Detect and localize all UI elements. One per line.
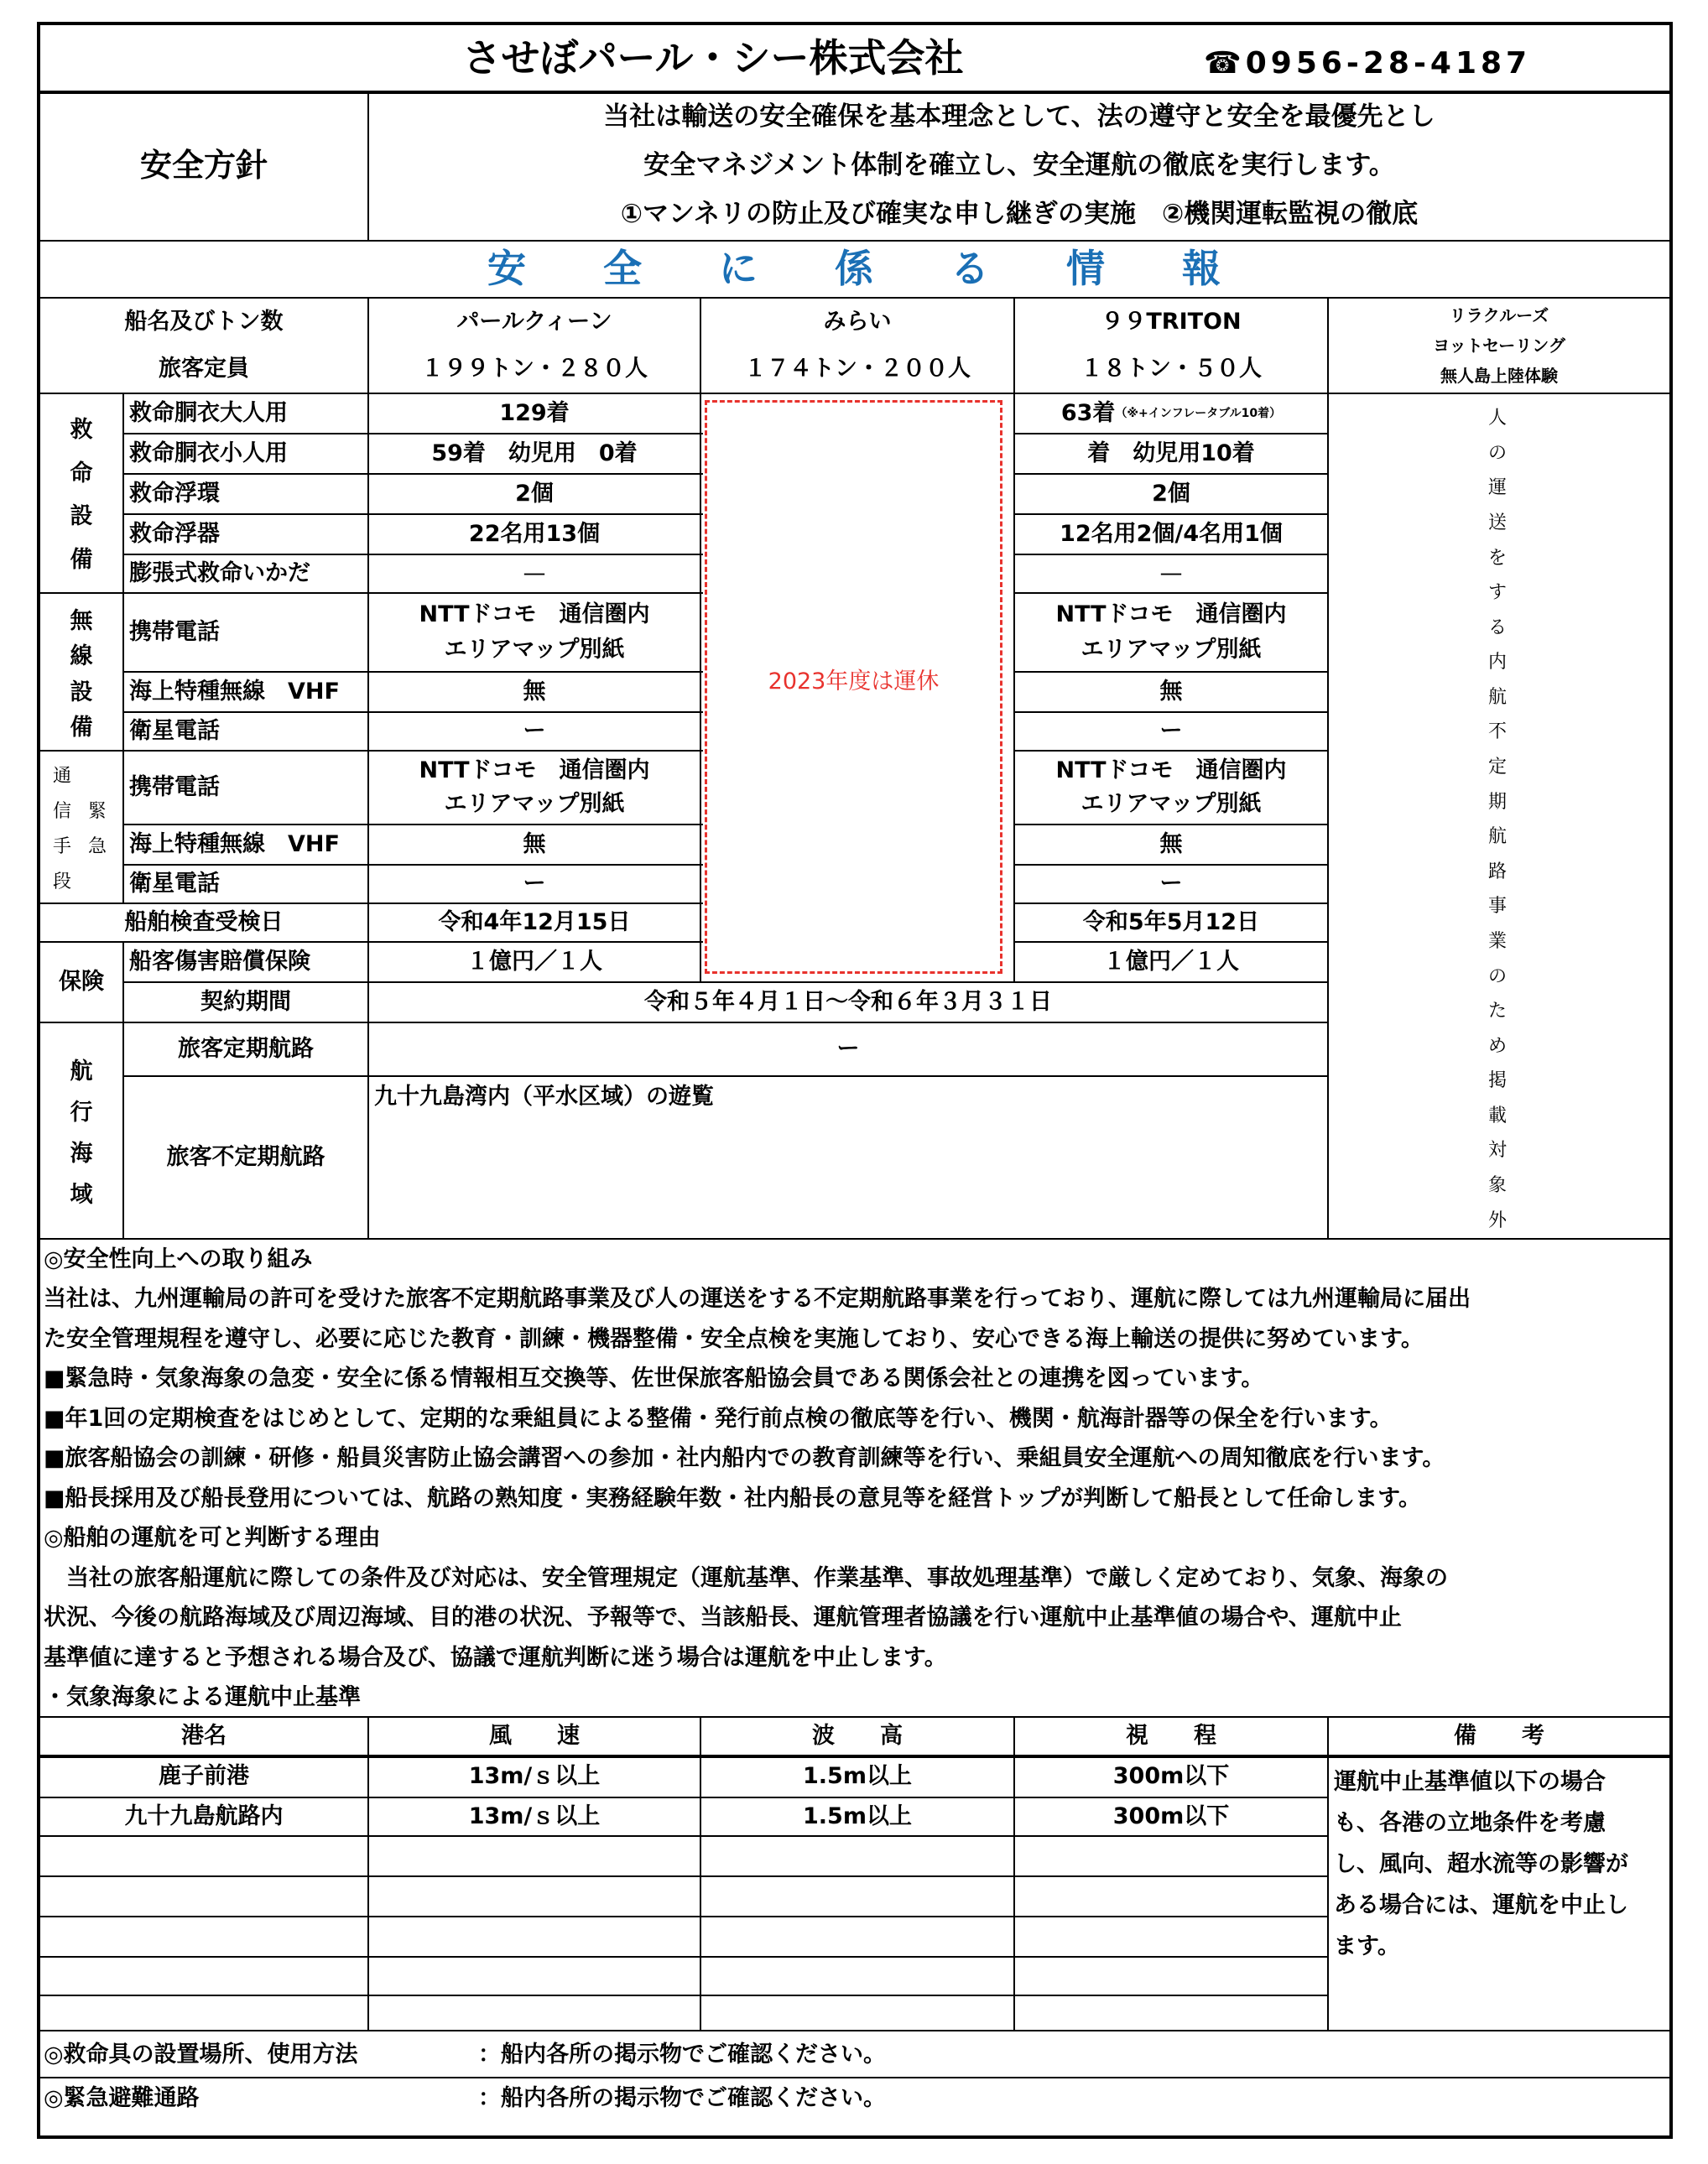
emergency-sat-label: 衛星電話 [129, 870, 220, 897]
liferaft-label: 膨張式救命いかだ [129, 559, 310, 586]
policy-line-2: 安全マネジメント体制を確立し、安全運航の徹底を実行します。 [643, 150, 1395, 181]
criteria-row-wave: 1.5m以上 [803, 1762, 912, 1789]
extra-service-note: 人 の 運 送 を す る 内 航 不 定 期 航 路 事 業 の た め 掲 載 対 象 外 [1487, 408, 1507, 1231]
ship-capacity-mirai: １７４トン・２００人 [744, 355, 971, 382]
capacity-label: 旅客定員 [159, 355, 249, 382]
radio-vhf-label: 海上特種無線 VHF [129, 678, 340, 705]
ship-capacity-triton: １８トン・５０人 [1081, 355, 1262, 382]
emergency-mobile-label: 携帯電話 [129, 773, 220, 800]
footer-equipment-label: ◎救命具の設置場所、使用方法 [44, 2042, 358, 2068]
footer-evacuation-value: ：船内各所の掲示物でご確認ください。 [478, 2085, 886, 2111]
lifejacket-adult-triton: 63着 （※+インフレータブル10着） [1060, 399, 1282, 426]
radio-sat-triton: ー [1159, 717, 1183, 744]
radio-vhf-pearl: 無 [523, 678, 546, 705]
ship-name-triton: ９９TRITON [1101, 308, 1242, 335]
lifejacket-adult-pearl: 129着 [499, 399, 570, 426]
ship-name-mirai: みらい [823, 308, 892, 335]
radio-group-label: 無 線 設 備 [70, 607, 93, 741]
safety-heading-judgement: ◎船舶の運航を可と判断する理由 [44, 1525, 381, 1551]
safety-text-line: ■旅客船協会の訓練・研修・船員災害防止協会講習への参加・社内船内での教育訓練等を行い、乗組員安全運航への周知徹底を行います。 [44, 1445, 1445, 1471]
criteria-row-visibility: 300m以下 [1112, 1762, 1230, 1789]
insurance-period-label: 契約期間 [200, 988, 291, 1015]
criteria-row-port: 九十九島航路内 [124, 1802, 284, 1829]
lifesaving-group-label: 救 命 設 備 [70, 417, 93, 573]
footer-evacuation-label: ◎緊急避難通路 [44, 2085, 200, 2111]
lifejacket-adult-label: 救命胴衣大人用 [129, 399, 288, 426]
inspection-triton: 令和5年5月12日 [1082, 908, 1260, 935]
safety-text-line: た安全管理規程を遵守し、必要に応じた教育・訓練・機器整備・安全点検を実施しており、安心できる海上輸送の提供に努めています。 [44, 1326, 1424, 1352]
safety-text-line: 当社は、九州運輸局の許可を受けた旅客不定期航路事業及び人の運送をする不定期航路事業を行っており、運航に際しては九州運輸局に届出 [44, 1286, 1471, 1312]
emergency-sat-pearl: ー [523, 870, 546, 897]
criteria-header-visibility: 視 程 [1126, 1722, 1216, 1749]
safety-text-line: 状況、今後の航路海域及び周辺海域、目的港の状況、予報等で、当該船長、運航管理者協議を行い運航中止基準値の場合や、運航中止 [44, 1605, 1402, 1631]
safety-text-line: ■船長採用及び船長登用については、航路の熟知度・実務経験年数・社内船長の意見等を経営トップが判断して船長として任命します。 [44, 1485, 1421, 1511]
criteria-heading: ・気象海象による運航中止基準 [44, 1684, 361, 1710]
safety-text-line: ■年1回の定期検査をはじめとして、定期的な乗組員による整備・発行前点検の徹底等を行い、機関・航海計器等の保全を行います。 [44, 1406, 1393, 1432]
criteria-row-wave: 1.5m以上 [803, 1802, 912, 1829]
footer-equipment-value: ：船内各所の掲示物でご確認ください。 [478, 2042, 886, 2068]
policy-line-3: ①マンネリの防止及び確実な申し継ぎの実施 ②機関運転監視の徹底 [620, 199, 1419, 230]
criteria-row-visibility: 300m以下 [1112, 1802, 1230, 1829]
criteria-header-port: 港名 [181, 1722, 227, 1749]
radio-sat-label: 衛星電話 [129, 717, 220, 744]
criteria-header-wind: 風 速 [489, 1722, 580, 1749]
radio-mobile-pearl: NTTドコモ 通信圏内 エリアマップ別紙 [419, 601, 650, 663]
route-group-label: 航 行 海 域 [70, 1059, 93, 1208]
insurance-pearl: １億円／１人 [466, 948, 602, 975]
criteria-row-wind: 13m/ｓ以上 [468, 1802, 601, 1829]
lifebuoy-triton: 2個 [1152, 480, 1190, 507]
buoyant-apparatus-label: 救命浮器 [129, 520, 220, 547]
emergency-mobile-pearl: NTTドコモ 通信圏内 エリアマップ別紙 [419, 757, 650, 817]
radio-mobile-triton: NTTドコモ 通信圏内 エリアマップ別紙 [1055, 601, 1287, 663]
extra-service-line-3: 無人島上陸体験 [1440, 366, 1558, 386]
route-regular-label: 旅客定期航路 [178, 1035, 314, 1062]
emergency-vhf-pearl: 無 [523, 830, 546, 857]
emergency-sat-triton: ー [1159, 870, 1183, 897]
company-name: させぼパール・シー株式会社 [462, 35, 964, 81]
liferaft-pearl: — [523, 559, 546, 586]
extra-service-line-2: ヨットセーリング [1433, 336, 1565, 356]
radio-sat-pearl: ー [523, 717, 546, 744]
ship-name-label: 船名及びトン数 [124, 308, 284, 335]
emergency-mobile-triton: NTTドコモ 通信圏内 エリアマップ別紙 [1055, 757, 1287, 817]
criteria-row-port: 鹿子前港 [159, 1762, 249, 1789]
buoyant-apparatus-pearl: 22名用13個 [468, 520, 601, 547]
route-regular-value: ー [836, 1035, 860, 1062]
ship-capacity-pearl: １９９トン・２８０人 [421, 355, 648, 382]
insurance-group-label: 保険 [59, 968, 104, 995]
safety-text-line: ■緊急時・気象海象の急変・安全に係る情報相互交換等、佐世保旅客船協会員である関係会社との連携を図っています。 [44, 1366, 1264, 1392]
liferaft-triton: — [1159, 559, 1183, 586]
safety-text-line: 基準値に達すると予想される場合及び、協議で運航判断に迷う場合は運航を中止します。 [44, 1645, 947, 1671]
lifejacket-child-pearl: 59着 幼児用 0着 [431, 440, 638, 466]
emergency-vhf-label: 海上特種無線 VHF [129, 830, 340, 857]
insurance-period-value: 令和５年４月１日～令和６年３月３１日 [644, 988, 1052, 1015]
lifejacket-child-triton: 着 幼児用10着 [1087, 440, 1255, 466]
emergency-group-label-col2: 緊 急 [87, 800, 107, 857]
safety-heading-initiatives: ◎安全性向上への取り組み [44, 1246, 313, 1272]
lifebuoy-pearl: 2個 [515, 480, 554, 507]
company-phone: ☎0956-28-4187 [1203, 46, 1532, 81]
extra-service-line-1: リラクルーズ [1449, 305, 1549, 325]
criteria-header-remarks: 備 考 [1454, 1722, 1544, 1749]
radio-vhf-triton: 無 [1159, 678, 1183, 705]
lifebuoy-label: 救命浮環 [129, 480, 220, 507]
lifejacket-child-label: 救命胴衣小人用 [129, 440, 288, 466]
emergency-vhf-triton: 無 [1159, 830, 1183, 857]
radio-mobile-label: 携帯電話 [129, 618, 220, 645]
inspection-label: 船舶検査受検日 [124, 908, 284, 935]
inspection-pearl: 令和4年12月15日 [438, 908, 631, 935]
emergency-group-label-col1: 通 信 手 段 [52, 765, 71, 892]
route-irregular-label: 旅客不定期航路 [166, 1143, 325, 1170]
criteria-header-wave: 波 高 [812, 1722, 903, 1749]
safety-text-line: 当社の旅客船運航に際しての条件及び対応は、安全管理規定（運航基準、作業基準、事故処理基準）で厳しく定めており、気象、海象の [44, 1565, 1448, 1591]
criteria-row-wind: 13m/ｓ以上 [468, 1762, 601, 1789]
route-irregular-value: 九十九島湾内（平水区域）の遊覧 [374, 1083, 714, 1110]
criteria-remarks: 運航中止基準値以下の場合 も、各港の立地条件を考慮 し、風向、超水流等の影響が ある場合には、運航を中止し ます。 [1334, 1769, 1628, 1959]
insurance-triton: １億円／１人 [1103, 948, 1239, 975]
buoyant-apparatus-triton: 12名用2個/4名用1個 [1060, 520, 1283, 547]
policy-line-1: 当社は輸送の安全確保を基本理念として、法の遵守と安全を最優先とし [603, 101, 1435, 133]
mirai-suspension-note: 2023年度は運休 [768, 668, 940, 694]
section-title: 安 全 に 係 る 情 報 [487, 246, 1221, 292]
policy-label: 安全方針 [139, 147, 268, 185]
insurance-liability-label: 船客傷害賠償保険 [129, 948, 310, 975]
ship-name-pearl: パールクィーン [456, 308, 612, 335]
